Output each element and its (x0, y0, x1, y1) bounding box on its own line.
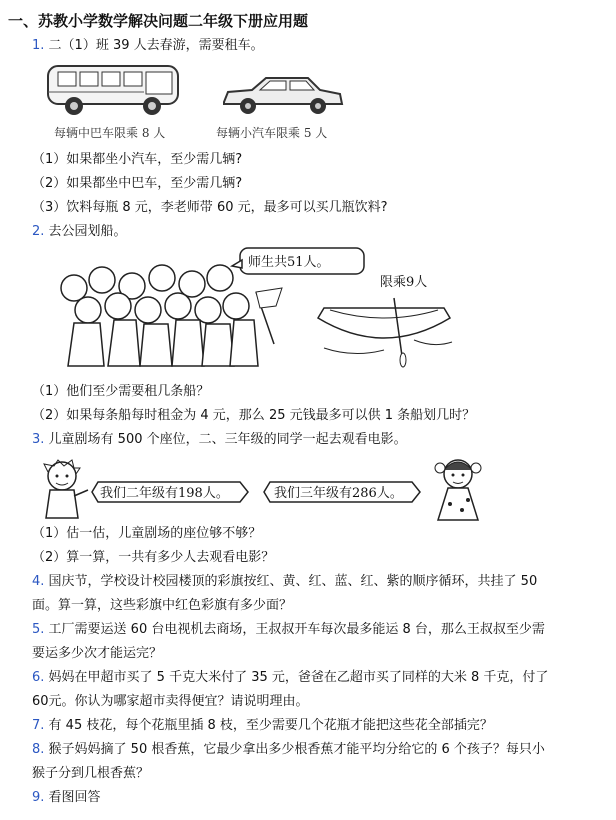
question-7 (32, 718, 493, 734)
question-text: 儿童剧场有 500 个座位，二、三年级的同学一起去观看电影。 (48, 432, 407, 447)
question-number: 6. (32, 670, 45, 685)
question-number: 4. (32, 574, 45, 589)
question-number: 8. (32, 742, 45, 757)
boat-capacity-label: 限乘9人 (380, 275, 428, 290)
sub-question: （1）估一估，儿童剧场的座位够不够？ (32, 526, 262, 541)
question-9 (32, 790, 101, 806)
question-4 (32, 574, 537, 590)
question-text: 国庆节，学校设计校园楼顶的彩旗按红、黄、红、蓝、红、紫的顺序循环，共挂了 50 (48, 574, 538, 589)
question-number: 3. (32, 432, 45, 447)
car-caption: 每辆小汽车限乘 5 人 (216, 126, 328, 140)
question-number: 5. (32, 622, 45, 637)
question-text: 二（1）班 39 人去春游，需要租车。 (48, 38, 264, 53)
speech-text: 师生共51人。 (248, 255, 330, 270)
question-number: 9. (32, 790, 45, 805)
speech-text-right: 我们三年级有286人。 (274, 486, 403, 501)
question-text: 妈妈在甲超市买了 5 千克大米付了 35 元，爸爸在乙超市买了同样的大米 8 千克，付了 (48, 670, 549, 685)
sub-question: （2）算一算，一共有多少人去观看电影？ (32, 550, 275, 565)
question-text: 看图回答 (48, 790, 101, 805)
page-title: 一、苏教小学数学解决问题二年级下册应用题 (8, 12, 309, 30)
speech-text-left: 我们二年级有198人。 (100, 486, 229, 501)
question-text: 去公园划船。 (48, 224, 127, 239)
question-8-continued: 猴子分到几根香蕉？ (32, 766, 150, 781)
question-number: 2. (32, 224, 45, 239)
bus-caption: 每辆中巴车限乘 8 人 (54, 126, 166, 140)
question-3 (32, 432, 407, 448)
question-text: 猴子妈妈摘了 50 根香蕉，它最少拿出多少根香蕉才能平均分给它的 6 个孩子？每只小 (48, 742, 545, 757)
sub-question: （2）如果每条船每时租金为 4 元，那么 25 元钱最多可以供 1 条船划几时？ (32, 408, 476, 423)
question-8 (32, 742, 545, 758)
sub-question: （1）他们至少需要租几条船？ (32, 384, 210, 399)
question-number: 7. (32, 718, 45, 733)
rowboat-illustration (314, 288, 454, 368)
question-number: 1. (32, 38, 45, 53)
question-5 (32, 622, 545, 638)
question-6-continued: 60元。你认为哪家超市卖得便宜？请说明理由。 (32, 694, 309, 709)
question-text: 工厂需要运送 60 台电视机去商场，王叔叔开车每次最多能运 8 台，那么王叔叔至少需 (48, 622, 545, 637)
sub-question: （1）如果都坐小汽车，至少需几辆? (32, 152, 243, 167)
question-6 (32, 670, 548, 686)
boy-illustration (34, 456, 90, 522)
question-4-continued: 面。算一算，这些彩旗中红色彩旗有多少面？ (32, 598, 293, 613)
question-text: 有 45 枝花，每个花瓶里插 8 枝，至少需要几个花瓶才能把这些花全部插完？ (48, 718, 493, 733)
girl-illustration (430, 454, 486, 524)
car-illustration (218, 72, 348, 118)
question-2 (32, 224, 127, 240)
question-1 (32, 38, 264, 54)
sub-question: （3）饮料每瓶 8 元，李老师带 60 元，最多可以买几瓶饮料? (32, 200, 388, 215)
sub-question: （2）如果都坐中巴车，至少需几辆? (32, 176, 243, 191)
minibus-illustration (44, 62, 184, 118)
question-5-continued: 要运多少次才能运完？ (32, 646, 163, 661)
